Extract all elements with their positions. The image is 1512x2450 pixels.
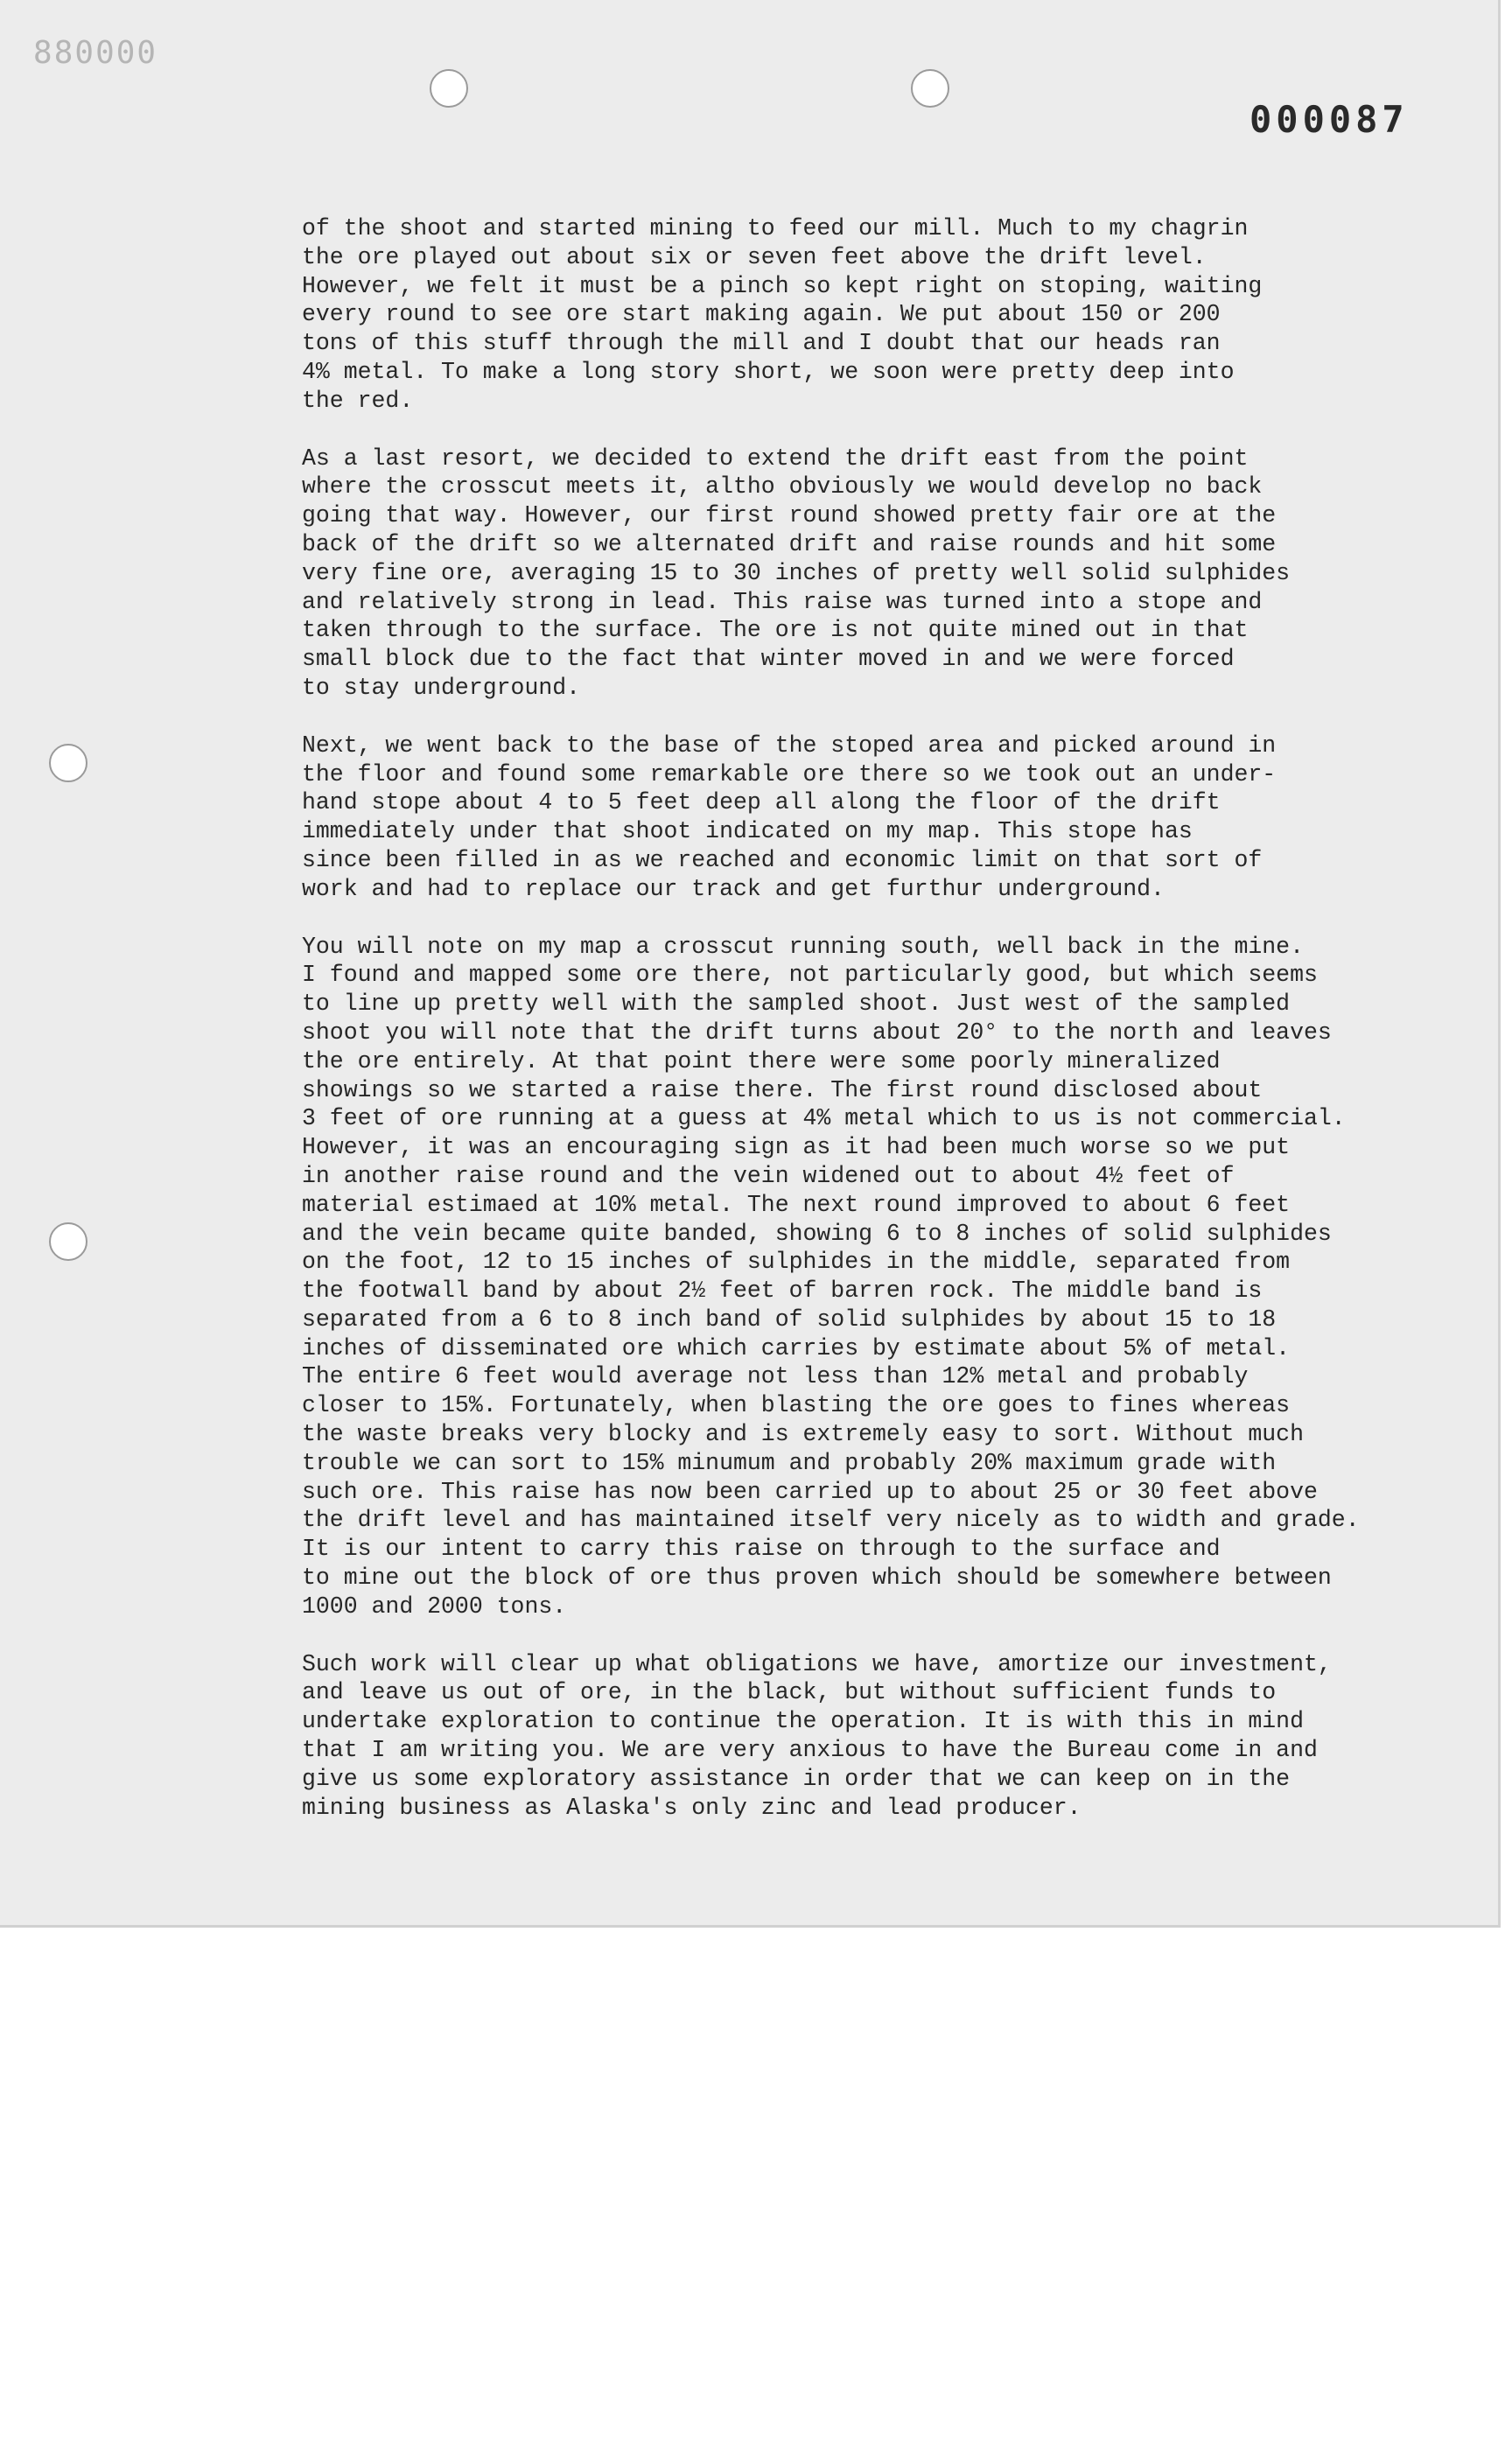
text-line: It is our intent to carry this raise on through to the surface and xyxy=(302,1536,1221,1563)
text-line: 3 feet of ore running at a guess at 4% metal which to us is not commercial. xyxy=(302,1105,1346,1132)
paragraph-2 xyxy=(302,444,1457,703)
text-line: that I am writing you. We are very anxious to have the Bureau come in and xyxy=(302,1737,1318,1764)
text-line: material estimaed at 10% metal. The next round improved to about 6 feet xyxy=(302,1191,1291,1218)
text-line: You will note on my map a crosscut running south, well back in the mine. xyxy=(302,933,1304,960)
text-line: in another raise round and the vein widened out to about 4½ feet of xyxy=(302,1162,1235,1189)
text-line: separated from a 6 to 8 inch band of solid sulphides by about 15 to 18 xyxy=(302,1306,1277,1333)
text-line: shoot you will note that the drift turns about 20° to the north and leaves xyxy=(302,1018,1332,1046)
text-line: such ore. This raise has now been carried up to about 25 or 30 feet above xyxy=(302,1478,1318,1505)
text-line: the ore entirely. At that point there were some poorly mineralized xyxy=(302,1047,1221,1074)
text-line: give us some exploratory assistance in order that we can keep on in the xyxy=(302,1765,1291,1792)
text-line: on the foot, 12 to 15 inches of sulphides in the middle, separated from xyxy=(302,1249,1291,1276)
text-line: the drift level and has maintained itself very nicely as to width and grade. xyxy=(302,1507,1360,1534)
text-line: the ore played out about six or seven feet above the drift level. xyxy=(302,243,1207,270)
text-line: the waste breaks very blocky and is extremely easy to sort. Without much xyxy=(302,1421,1304,1448)
text-line: 1000 and 2000 tons. xyxy=(302,1592,567,1620)
text-line: since been filled in as we reached and economic limit on that sort of xyxy=(302,846,1263,873)
text-line: to mine out the block of ore thus proven which should be somewhere between xyxy=(302,1564,1332,1592)
text-line: where the crosscut meets it, altho obviously we would develop no back xyxy=(302,473,1263,500)
text-line: to line up pretty well with the sampled shoot. Just west of the sampled xyxy=(302,990,1291,1018)
punch-hole-top-left xyxy=(430,69,468,108)
text-line: However, we felt it must be a pinch so kept right on stoping, waiting xyxy=(302,272,1263,299)
text-line: the footwall band by about 2½ feet of barren rock. The middle band is xyxy=(302,1278,1263,1305)
text-line: undertake exploration to continue the operation. It is with this in mind xyxy=(302,1708,1304,1735)
text-line: I found and mapped some ore there, not particularly good, but which seems xyxy=(302,962,1318,989)
text-line: very fine ore, averaging 15 to 30 inches of pretty well solid sulphides xyxy=(302,559,1291,586)
text-line: the red. xyxy=(302,387,414,414)
paragraph-3 xyxy=(302,732,1457,904)
text-line: The entire 6 feet would average not less than 12% metal and probably xyxy=(302,1363,1249,1390)
paragraph-1 xyxy=(302,214,1457,416)
paragraph-4 xyxy=(302,933,1457,1621)
page-number: 000087 xyxy=(1250,98,1409,141)
text-line: every round to see ore start making again. We put about 150 or 200 xyxy=(302,301,1221,328)
text-line: mining business as Alaska's only zinc and lead producer. xyxy=(302,1794,1082,1821)
text-line: hand stope about 4 to 5 feet deep all along the floor of the drift xyxy=(302,789,1221,816)
text-line: closer to 15%. Fortunately, when blasting the ore goes to fines whereas xyxy=(302,1392,1291,1419)
faint-mirrored-stamp: 000088 xyxy=(32,35,157,71)
text-line: As a last resort, we decided to extend the drift east from the point xyxy=(302,444,1249,472)
text-line: to stay underground. xyxy=(302,674,581,701)
text-line: small block due to the fact that winter moved in and we were forced xyxy=(302,646,1235,673)
text-line: back of the drift so we alternated drift and raise rounds and hit some xyxy=(302,530,1277,557)
text-line: work and had to replace our track and get furthur underground. xyxy=(302,875,1165,902)
text-line: going that way. However, our first round showed pretty fair ore at the xyxy=(302,502,1277,529)
text-line: showings so we started a raise there. The first round disclosed about xyxy=(302,1076,1263,1103)
text-line: Next, we went back to the base of the stoped area and picked around in xyxy=(302,732,1277,759)
letter-body xyxy=(302,214,1457,1851)
text-line: However, it was an encouraging sign as it had been much worse so we put xyxy=(302,1134,1291,1161)
punch-hole-top-right xyxy=(911,69,949,108)
text-line: Such work will clear up what obligations we have, amortize our investment, xyxy=(302,1650,1332,1677)
text-line: immediately under that shoot indicated on my map. This stope has xyxy=(302,818,1193,845)
text-line: the floor and found some remarkable ore there so we took out an under- xyxy=(302,760,1277,788)
punch-hole-side-lower xyxy=(49,1222,88,1261)
text-line: and the vein became quite banded, showing 6 to 8 inches of solid sulphides xyxy=(302,1220,1332,1247)
text-line: of the shoot and started mining to feed our mill. Much to my chagrin xyxy=(302,215,1249,242)
punch-hole-side-upper xyxy=(49,744,88,782)
text-line: trouble we can sort to 15% minumum and probably 20% maximum grade with xyxy=(302,1449,1277,1476)
text-line: inches of disseminated ore which carries by estimate about 5% of metal. xyxy=(302,1334,1291,1362)
text-line: and leave us out of ore, in the black, but without sufficient funds to xyxy=(302,1679,1277,1706)
paragraph-5 xyxy=(302,1650,1457,1823)
text-line: tons of this stuff through the mill and I doubt that our heads ran xyxy=(302,330,1221,357)
text-line: and relatively strong in lead. This raise was turned into a stope and xyxy=(302,588,1263,615)
text-line: 4% metal. To make a long story short, we soon were pretty deep into xyxy=(302,358,1235,385)
text-line: taken through to the surface. The ore is not quite mined out in that xyxy=(302,617,1249,644)
